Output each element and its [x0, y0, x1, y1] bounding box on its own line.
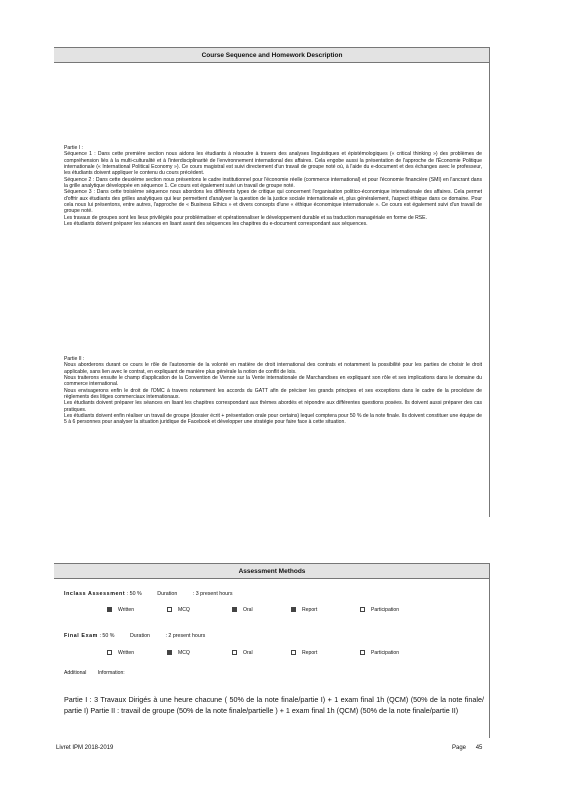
part2-paragraph: Nous traiterons ensuite le champ d'application de la Convention de Vienne sur la Vente internationale de Marchandises en expliquant son rôle et ses implications dans le domaine du commerce international.	[64, 375, 482, 388]
part2-title: Partie II :	[64, 356, 85, 362]
checkbox-icon[interactable]	[167, 650, 172, 655]
part1-paragraph: Les travaux de groupes sont les lieux privilégiés pour problématiser et opérationnaliser le développement durable et sa traduction managériale en forme de RSE.	[64, 214, 427, 221]
part1-paragraph: Les étudiants doivent préparer les séances en lisant avant des séquences les chapitres du e-document correspondant aux séquences.	[64, 221, 368, 228]
final-exam-duration: : 2 present hours	[165, 633, 206, 639]
checkbox-icon[interactable]	[291, 650, 296, 655]
final-option-oral[interactable]: Oral	[232, 650, 253, 656]
part2-paragraph: Nous envisagerons enfin le droit de l'OMC à travers notamment les accords du GATT afin de préciser les grands principes et ses exceptions dans le cadre de la procédure de règlements des litiges commerciaux internationaux.	[64, 387, 482, 401]
inclass-option-participation[interactable]: Participation	[360, 607, 399, 613]
checkbox-icon[interactable]	[291, 607, 296, 612]
inclass-option-mcq[interactable]: MCQ	[167, 607, 190, 613]
part1-paragraph: Séquence 1 : Dans cette première section nous aidons les étudiants à résoudre à travers des analyses linguistiques et épistémologiques (« critical thinking ») des problèmes de compréhension liés à la multi-culturalité et à l'interdisciplinarité de l'environnement international des affaires. Cela engobe aussi la présentation de l'approche de l'Économie Politique internationale (« International Political Economy »). Ce cours magistral est suivi directement d'un travail de groupe noté où, à l'aide du e-document et des échanges avec le professeur, les étudiants doivent appliquer le contenu du cours précédent.	[64, 151, 482, 177]
part1-title: Partie I :	[64, 145, 83, 151]
right-border-bottom	[489, 563, 490, 738]
right-border-top	[489, 47, 490, 517]
final-option-report[interactable]: Report	[291, 650, 317, 656]
inclass-label: Inclass Assessment	[64, 591, 126, 597]
course-sequence-title: Course Sequence and Homework Description	[201, 52, 343, 59]
checkbox-icon[interactable]	[167, 607, 172, 612]
final-exam-duration-label: Duration	[129, 633, 150, 639]
inclass-percent: : 50 %	[126, 591, 142, 597]
checkbox-icon[interactable]	[107, 650, 112, 655]
final-option-written[interactable]: Written	[107, 650, 134, 656]
assessment-header	[54, 563, 490, 579]
assessment-title: Assessment Methods	[238, 568, 306, 575]
part1-paragraph: Séquence 3 : Dans cette troisième séquence nous abordons les différents types de critique qui concernent l'organisation politico-économique internationale des affaires. Cela permet d'offrir aux étudiants des grilles analytiques qui leur permettent d'analyser la question de la justice sociale internationale et, plus généralement, l'aspect éthique dans ce domaine. Pour cela nous lui présentons, entre autres, l'approche de « Business Ethics » et divers concepts d'une « éthique économique internationale ». Ce cours est également suivi d'un travail de groupe noté.	[64, 189, 482, 215]
inclass-duration-label: Duration	[157, 591, 178, 597]
additional-information-label	[64, 670, 135, 676]
course-sequence-header	[54, 47, 490, 63]
final-exam-percent: : 50 %	[99, 633, 115, 639]
inclass-row	[64, 591, 247, 597]
footer-page	[452, 745, 482, 751]
part2-paragraph: Nous aborderons durant ce cours le rôle de l'autonomie de la volonté en matière de droit international des contrats et notamment la possibilité pour les parties de choisir le droit applicable, sans lien avec le contrat, en expliquant de manière plus générale la notion de conflit de lois.	[64, 362, 482, 375]
additional-information-text: Partie I : 3 Travaux Dirigés à une heure chacune ( 50% de la note finale/partie I) + 1 exam final 1h (QCM) (50% de la note finale/ partie I) Partie II : travail de groupe (50% de la note finale/partielle ) + 1 exam final 1h (QCM) (50% de la note finale/partie II)	[64, 695, 484, 715]
final-exam-label: Final Exam	[64, 633, 98, 639]
checkbox-icon[interactable]	[232, 650, 237, 655]
additional-label: Additional	[64, 670, 87, 676]
checkbox-icon[interactable]	[360, 650, 365, 655]
page-number: 45	[475, 745, 483, 751]
checkbox-icon[interactable]	[107, 607, 112, 612]
final-option-mcq[interactable]: MCQ	[167, 650, 190, 656]
part2-paragraph: Les étudiants doivent préparer les séances en lisant les chapitres correspondant aux thèmes abordés et répondre aux différentes questions posées. Ils doivent aussi préparer des cas pratiques.	[64, 400, 482, 413]
information-label: Information:	[97, 670, 125, 676]
footer-left: Livret IPM 2018-2019	[56, 745, 114, 751]
inclass-option-report[interactable]: Report	[291, 607, 317, 613]
page-label: Page	[452, 745, 467, 751]
final-exam-row	[64, 633, 219, 639]
inclass-option-written[interactable]: Written	[107, 607, 134, 613]
inclass-duration: : 3 present hours	[192, 591, 233, 597]
part2-section	[64, 356, 482, 426]
part2-paragraph: Les étudiants doivent enfin réaliser un travail de groupe (dossier écrit + présentation orale pour certains) lequel comptera pour 50 % de la note finale. Ils doivent constituer une équipe de 5 à 6 personnes pour analyser la situation juridique de Facebook et développer une stratégie pour faire face à cette situation.	[64, 413, 482, 426]
part1-paragraph: Séquence 2 : Dans cette deuxième section nous présentons le cadre institutionnel pour l'économie réelle (commerce international) et pour l'économie financière (SMI) en l'ancrant dans la grille analytique développée en séquence 1. Ce cours est également suivi un travail de groupe noté.	[64, 176, 482, 190]
checkbox-icon[interactable]	[232, 607, 237, 612]
part1-section	[64, 145, 482, 227]
final-option-participation[interactable]: Participation	[360, 650, 399, 656]
checkbox-icon[interactable]	[360, 607, 365, 612]
inclass-option-oral[interactable]: Oral	[232, 607, 253, 613]
